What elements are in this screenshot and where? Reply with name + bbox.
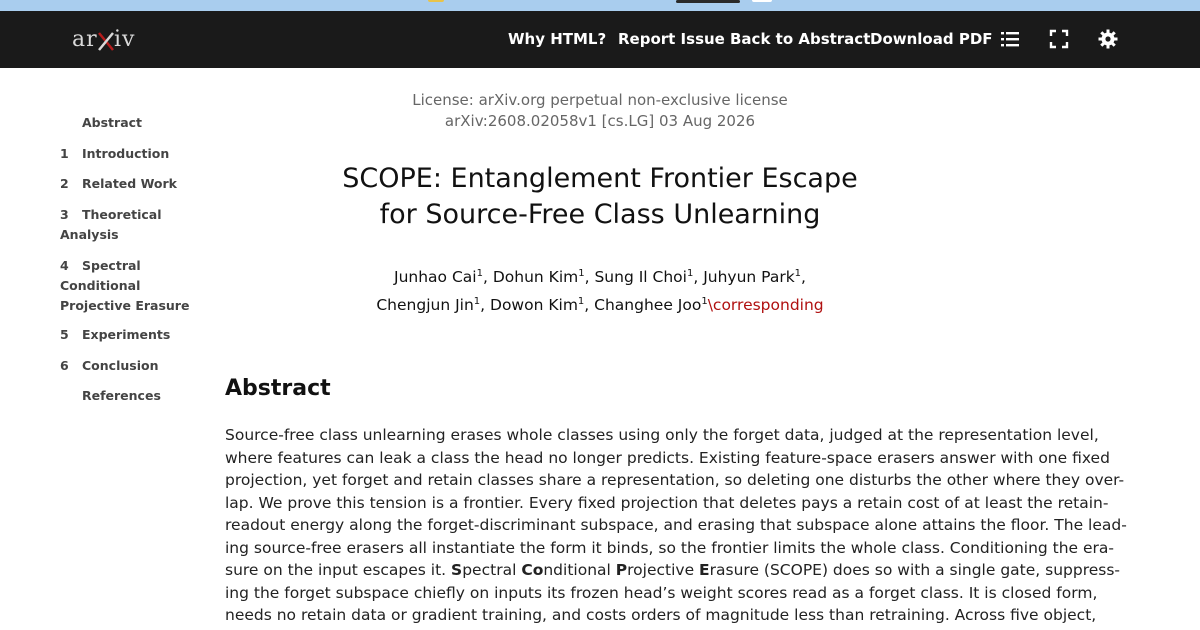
author-name: Chengjun Jin xyxy=(376,296,474,314)
toc-item-theoretical-analysis[interactable] xyxy=(60,205,170,245)
author-name: Juhyun Park xyxy=(703,268,795,286)
authors-line-2: Chengjun Jin$^1$, Dowon Kim$^1$, Changhee Joo$^1$\corresponding xyxy=(376,295,824,314)
author-name: Dohun Kim xyxy=(492,268,579,286)
toc-item-introduction[interactable] xyxy=(60,144,210,164)
toc-label: Introduction xyxy=(82,146,170,161)
list-icon[interactable] xyxy=(999,28,1021,50)
download-pdf-link[interactable]: Download PDF xyxy=(870,30,993,48)
arxiv-logo[interactable] xyxy=(72,25,142,53)
abstract-heading: Abstract xyxy=(225,376,331,401)
affiliation-mark: 1 xyxy=(473,295,481,307)
toc-label: Theoretical Analysis xyxy=(60,207,162,242)
abstract-line: Source-free class unlearning erases whole classes using only the forget data, judged at the representation level, xyxy=(225,426,1099,444)
authors-line-1: Junhao Cai$^1$, Dohun Kim$^1$, Sung Il Choi$^1$, Juhyun Park$^1$, xyxy=(394,267,806,286)
toc-number: 3 xyxy=(60,207,69,222)
arxiv-logo-mark xyxy=(72,25,142,53)
affiliation-mark: 1 xyxy=(577,295,585,307)
abstract-line: projection, yet forget and retain classes share a representation, so deleting one disturbs the other where they over- xyxy=(225,471,1125,489)
toc-number: 1 xyxy=(60,146,69,161)
toc-label: Spectral Conditional Projective Erasure xyxy=(60,258,190,313)
toc-item-experiments[interactable] xyxy=(60,325,210,345)
abstract-line: ing the forget subspace chiefly on inputs its frozen head’s weight scores read as a forget class. It is closed form, xyxy=(225,583,1098,602)
toc-item-references[interactable] xyxy=(60,386,210,406)
svg-text:iv: iv xyxy=(114,27,136,52)
toc-label: References xyxy=(82,388,161,403)
author-name: Changhee Joo xyxy=(594,296,702,314)
author-name: Dowon Kim xyxy=(490,296,578,314)
affiliation-mark: 1 xyxy=(476,267,483,279)
abstract-line: where features can leak a class the head no longer predicts. Existing feature-space erasers answer with one fixed xyxy=(225,448,1110,467)
back-to-abstract-link[interactable]: Back to Abstract xyxy=(730,30,871,48)
author-name: Sung Il Choi xyxy=(594,268,687,286)
report-issue-link[interactable]: Report Issue xyxy=(618,30,725,48)
toc-number: 6 xyxy=(60,358,69,373)
affiliation-mark: 1 xyxy=(794,267,802,279)
browser-top-strip xyxy=(0,0,1200,11)
paper-title-line-1: SCOPE: Entanglement Frontier Escape xyxy=(342,163,858,194)
affiliation-mark: 1 xyxy=(686,267,694,279)
toc-number: 2 xyxy=(60,176,69,191)
toc-label: Experiments xyxy=(82,327,171,342)
toc-item-conclusion[interactable] xyxy=(60,356,210,376)
toc-label: Conclusion xyxy=(82,358,159,373)
paper-title-line-2: for Source-Free Class Unlearning xyxy=(379,199,821,230)
toc-item-related-work[interactable] xyxy=(60,174,210,194)
toc-number: 5 xyxy=(60,327,69,342)
toc-label: Abstract xyxy=(82,115,143,130)
abstract-line: readout energy along the forget-discriminant subspace, and erasing that subspace alone attains the floor. The lead- xyxy=(225,516,1127,534)
affiliation-mark: 1 xyxy=(701,295,708,307)
top-navbar xyxy=(0,11,1200,68)
toc-number: 4 xyxy=(60,258,69,273)
toc-item-abstract[interactable] xyxy=(60,113,210,133)
svg-text:ar: ar xyxy=(72,27,98,52)
license-line: License: arXiv.org perpetual non-exclusive license xyxy=(412,91,788,109)
toc-label: Related Work xyxy=(82,176,177,191)
abstract-line: ing source-free erasers all instantiate the form it binds, so the frontier limits the whole class. Conditioning the era- xyxy=(225,538,1115,557)
arxiv-id-line: arXiv:2608.02058v1 [cs.LG] 03 Aug 2026 xyxy=(444,112,756,130)
toc-item-spectral-erasure[interactable] xyxy=(60,256,200,316)
abstract-line: needs no retain data or gradient training, and costs orders of magnitude less than retraining. Across five object, xyxy=(225,606,1097,624)
why-html-link[interactable]: Why HTML? xyxy=(508,30,607,48)
affiliation-mark: 1 xyxy=(578,267,585,279)
fullscreen-icon[interactable] xyxy=(1048,28,1070,50)
abstract-line: lap. We prove this tension is a frontier. Every fixed projection that deletes pays a retain cost of at least the retain- xyxy=(225,493,1109,512)
theme-gear-icon[interactable] xyxy=(1097,28,1119,50)
abstract-line: sure on the input escapes it. Spectral Conditional Projective Erasure (SCOPE) does so with a single gate, suppress- xyxy=(225,561,1121,579)
author-name: Junhao Cai xyxy=(394,268,477,286)
corresponding-marker: \corresponding xyxy=(707,296,824,314)
